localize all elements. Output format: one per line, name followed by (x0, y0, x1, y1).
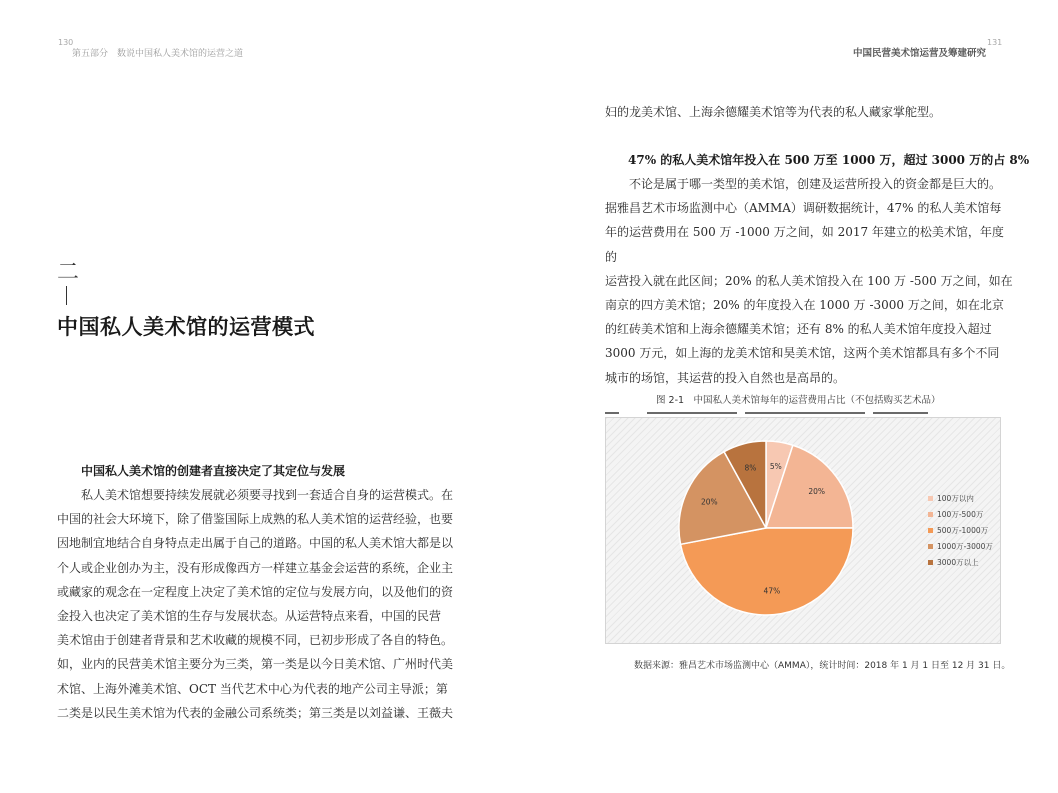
legend-label: 1000万-3000万 (937, 541, 993, 551)
legend-swatch (928, 528, 933, 533)
left-paragraph-line: 金投入也决定了美术馆的生存与发展状态。从运营特点来看，中国的民营 (57, 609, 442, 624)
pie-data-label: 8% (744, 463, 757, 473)
pie-data-label: 47% (763, 586, 781, 596)
left-subheading: 中国私人美术馆的创建者直接决定了其定位与发展 (81, 464, 346, 478)
legend-entry (928, 538, 993, 554)
left-paragraph-line: 中国的社会大环境下，除了借鉴国际上成熟的私人美术馆的运营经验，也要 (57, 512, 454, 527)
legend-swatch (928, 544, 933, 549)
legend-label: 100万-500万 (937, 509, 984, 519)
left-paragraph-line: 私人美术馆想要持续发展就必须要寻找到一套适合自身的运营模式。在 (57, 488, 454, 502)
right-paragraph (605, 172, 1015, 390)
left-paragraph-line: 如，业内的民营美术馆主要分为三类，第一类是以今日美术馆、广州时代美 (57, 657, 454, 672)
left-paragraph-line: 个人或企业创办为主，没有形成像西方一样建立基金会运营的系统，企业主 (57, 560, 454, 575)
legend-label: 100万以内 (937, 493, 974, 503)
pie-slice (681, 528, 853, 615)
left-paragraph-line: 美术馆由于创建者背景和艺术收藏的规模不同，已初步形成了各自的特色。 (57, 633, 454, 648)
legend-label: 500万-1000万 (937, 525, 989, 535)
right-paragraph-line: 南京的四方美术馆；20% 的年度投入在 1000 万 -3000 万之间，如在北京 (605, 298, 1004, 313)
left-paragraph-line: 因地制宜地结合自身特点走出属于自己的道路。中国的私人美术馆大都是以 (57, 536, 454, 551)
section-number: 二 (57, 260, 80, 285)
right-bold-heading: 47% 的私人美术馆年投入在 500 万至 1000 万，超过 3000 万的占 8% (628, 153, 1030, 167)
right-page-number: 131 (987, 38, 1003, 47)
source-note: 数据来源：雅昌艺术市场监测中心（AMMA），统计时间：2018 年 1 月 1 日至 12 月 31 日。 (634, 661, 1011, 671)
right-paragraph-line: 运营投入就在此区间；20% 的私人美术馆投入在 100 万 -500 万之间，如在 (605, 273, 1013, 288)
legend-swatch (928, 560, 933, 565)
continuation-line: 妇的龙美术馆、上海余德耀美术馆等为代表的私人藏家掌舵型。 (605, 105, 942, 119)
legend-swatch (928, 512, 933, 517)
right-paragraph-line: 据雅昌艺术市场监测中心（AMMA）调研数据统计，47% 的私人美术馆每 (605, 201, 1002, 216)
left-paragraph (57, 483, 477, 725)
pie-data-label: 20% (700, 497, 718, 507)
figure-caption: 图 2-1 中国私人美术馆每年的运营费用占比（不包括购买艺术品） (656, 395, 941, 406)
right-paragraph-line: 的红砖美术馆和上海余德耀美术馆；还有 8% 的私人美术馆年度投入超过 (605, 322, 992, 337)
chart-legend (928, 490, 993, 570)
right-paragraph-line: 3000 万元，如上海的龙美术馆和昊美术馆，这两个美术馆都具有多个不同 (605, 346, 1000, 361)
legend-entry (928, 522, 993, 538)
right-paragraph-line: 年的运营费用在 500 万 -1000 万之间，如 2017 年建立的松美术馆，年度的 (605, 225, 1004, 264)
left-running-header: 第五部分 数说中国私人美术馆的运营之道 (72, 49, 244, 59)
left-paragraph-line: 或藏家的观念在一定程度上决定了美术馆的定位与发展方向，以及他们的资 (57, 584, 454, 599)
pie-data-label: 20% (808, 487, 826, 497)
section-number-rule (66, 286, 67, 305)
legend-swatch (928, 496, 933, 501)
right-paragraph-line: 城市的场馆，其运营的投入自然也是高昂的。 (605, 370, 846, 385)
legend-entry (928, 490, 993, 506)
legend-entry (928, 506, 993, 522)
pie-data-label: 5% (769, 462, 782, 472)
chart-container (605, 417, 1001, 644)
left-page-number: 130 (58, 38, 74, 47)
right-running-header: 中国民营美术馆运营及筹建研究 (853, 48, 987, 59)
legend-label: 3000万以上 (937, 557, 979, 567)
legend-entry (928, 554, 993, 570)
caption-overlap-artifact (605, 410, 935, 416)
section-title: 中国私人美术馆的运营模式 (57, 314, 315, 339)
left-paragraph-line: 二类是以民生美术馆为代表的金融公司系统类；第三类是以刘益谦、王薇夫 (57, 705, 454, 720)
left-paragraph-line: 术馆、上海外滩美术馆、OCT 当代艺术中心为代表的地产公司主导派；第 (57, 681, 448, 696)
right-paragraph-line: 不论是属于哪一类型的美术馆，创建及运营所投入的资金都是巨大的。 (605, 177, 1002, 191)
